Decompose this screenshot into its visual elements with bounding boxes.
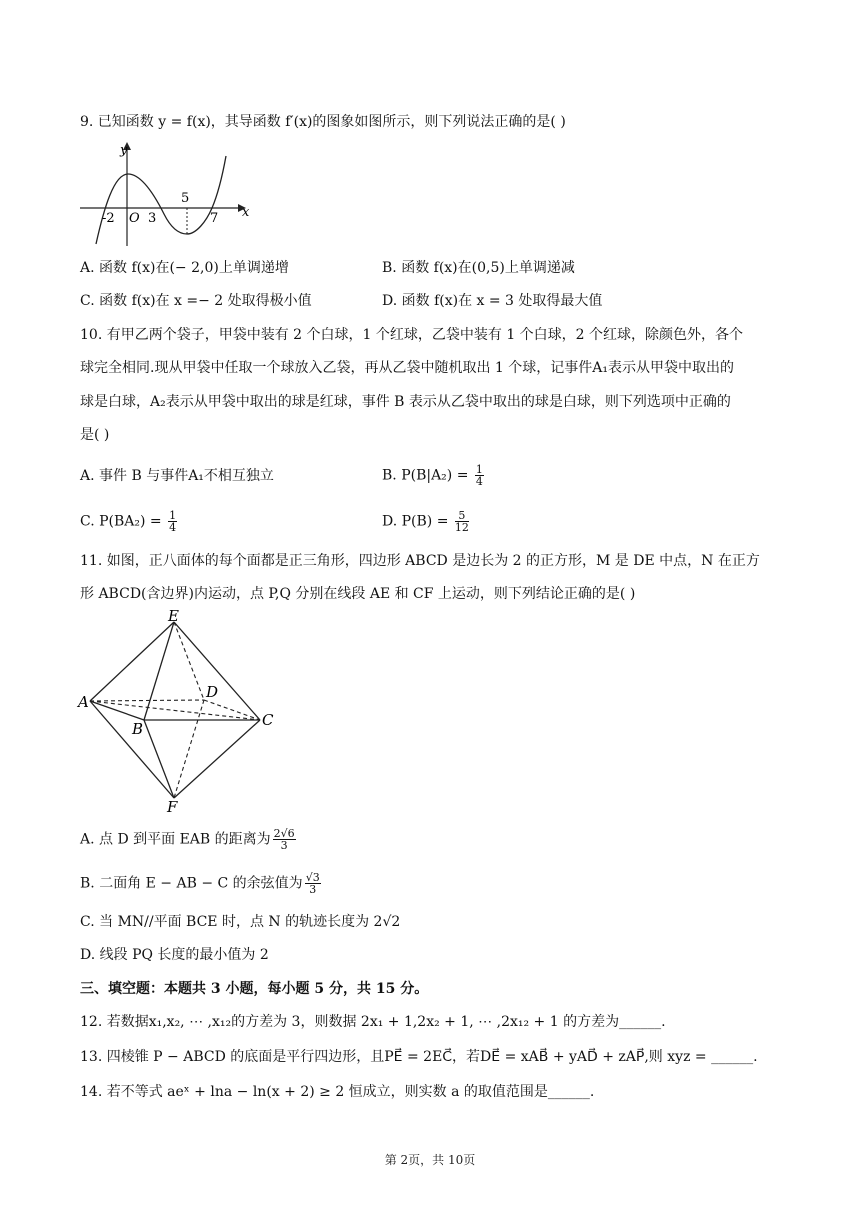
q11-option-b-denominator: 3	[309, 883, 317, 896]
q9-graph-tick-7: 7	[210, 211, 219, 226]
q11-octahedron-figure	[74, 608, 284, 814]
q9-graph-tick-5: 5	[181, 191, 190, 206]
q10-option-d	[382, 510, 469, 533]
q10-option-b	[382, 464, 484, 487]
q9-graph-x-label: x	[242, 205, 250, 220]
q9-stem: 9. 已知函数 y = f(x)，其导函数 f′(x)的图象如图所示，则下列说法正确的是( )	[80, 114, 566, 130]
q9-option-b: B. 函数 f(x)在(0,5)上单调递减	[382, 260, 575, 276]
q11-option-b	[80, 872, 321, 895]
q9-option-c: C. 函数 f(x)在 x =− 2 处取得极小值	[80, 293, 312, 309]
q10-option-d-fraction	[455, 510, 469, 533]
q11-stem-line-2: 形 ABCD(含边界)内运动，点 P,Q 分别在线段 AE 和 CF 上运动，则下列结论正确的是( )	[80, 586, 636, 602]
q9-graph-origin: O	[129, 211, 140, 226]
q10-option-c-fraction	[168, 510, 177, 533]
q10-stem-line-1: 10. 有甲乙两个袋子，甲袋中装有 2 个白球，1 个红球，乙袋中装有 1 个白球，2 个红球，除颜色外，各个	[80, 327, 744, 343]
q11-option-b-numerator: √3	[305, 871, 320, 884]
q10-option-c	[80, 510, 177, 533]
q11-option-a-denominator: 3	[280, 839, 288, 852]
q9-option-d: D. 函数 f(x)在 x = 3 处取得最大值	[382, 293, 603, 309]
page-footer: 第 2页，共 10页	[384, 1153, 476, 1167]
q11-fig-label-d: D	[206, 683, 219, 701]
q10-option-a: A. 事件 B 与事件A₁不相互独立	[80, 468, 274, 484]
q10-stem-line-3: 球是白球，A₂表示从甲袋中取出的球是红球，事件 B 表示从乙袋中取出的球是白球，则下列选项中正确的	[80, 394, 731, 410]
q11-fig-label-b: B	[132, 720, 144, 738]
q11-option-a	[80, 828, 296, 851]
q9-graph-y-label: y	[120, 143, 128, 158]
q9-option-a: A. 函数 f(x)在(− 2,0)上单调递增	[80, 260, 289, 276]
q10-option-b-fraction	[475, 464, 484, 487]
q11-stem-line-1: 11. 如图，正八面体的每个面都是正三角形，四边形 ABCD 是边长为 2 的正方形，M 是 DE 中点，N 在正方	[80, 553, 760, 569]
q10-stem-line-2: 球完全相同.现从甲袋中任取一个球放入乙袋，再从乙袋中随机取出 1 个球，记事件A₁表示从甲袋中取出的	[80, 360, 734, 376]
q10-option-d-numerator: 5	[455, 510, 469, 522]
q10-option-c-text: C. P(BA₂) =	[80, 513, 162, 530]
q11-option-b-fraction	[305, 872, 321, 895]
q11-option-a-numerator: 2√6	[273, 827, 295, 840]
q11-fig-label-a: A	[78, 693, 89, 711]
q11-option-c: C. 当 MN//平面 BCE 时，点 N 的轨迹长度为 2√2	[80, 914, 401, 930]
q14-stem: 14. 若不等式 aeˣ + lna − ln(x + 2) ≥ 2 恒成立，则实数 a 的取值范围是______.	[80, 1084, 595, 1100]
q11-option-b-text: B. 二面角 E − AB − C 的余弦值为	[80, 875, 303, 892]
q10-option-d-denominator: 12	[454, 521, 469, 534]
q10-option-b-numerator: 1	[475, 463, 483, 476]
q10-option-b-text: B. P(B|A₂) =	[382, 467, 469, 484]
q11-fig-label-f: F	[167, 798, 178, 814]
q9-graph-tick-minus2: -2	[102, 211, 115, 226]
section-3-heading: 三、填空题：本题共 3 小题，每小题 5 分，共 15 分。	[80, 981, 429, 997]
q12-stem: 12. 若数据x₁,x₂, ⋯ ,x₁₂的方差为 3，则数据 2x₁ + 1,2x₂ + 1, ⋯ ,2x₁₂ + 1 的方差为______.	[80, 1014, 666, 1030]
q10-stem-line-4: 是( )	[80, 427, 110, 443]
q9-graph-tick-3: 3	[148, 211, 157, 226]
q9-derivative-graph	[76, 138, 256, 250]
q10-option-c-denominator: 4	[169, 521, 177, 534]
q11-fig-label-e: E	[168, 608, 179, 625]
q10-option-c-numerator: 1	[169, 509, 177, 522]
q11-option-a-fraction	[273, 828, 296, 851]
q11-fig-label-c: C	[262, 711, 274, 729]
q10-option-d-text: D. P(B) =	[382, 513, 449, 530]
q13-stem: 13. 四棱锥 P − ABCD 的底面是平行四边形，且PE⃗ = 2EC⃗，若DE⃗ = xAB⃗ + yAD⃗ + zAP⃗,则 xyz = ______.	[80, 1049, 758, 1065]
q10-option-b-denominator: 4	[475, 475, 483, 488]
q11-option-a-text: A. 点 D 到平面 EAB 的距离为	[80, 831, 271, 848]
q11-option-d: D. 线段 PQ 长度的最小值为 2	[80, 947, 269, 963]
